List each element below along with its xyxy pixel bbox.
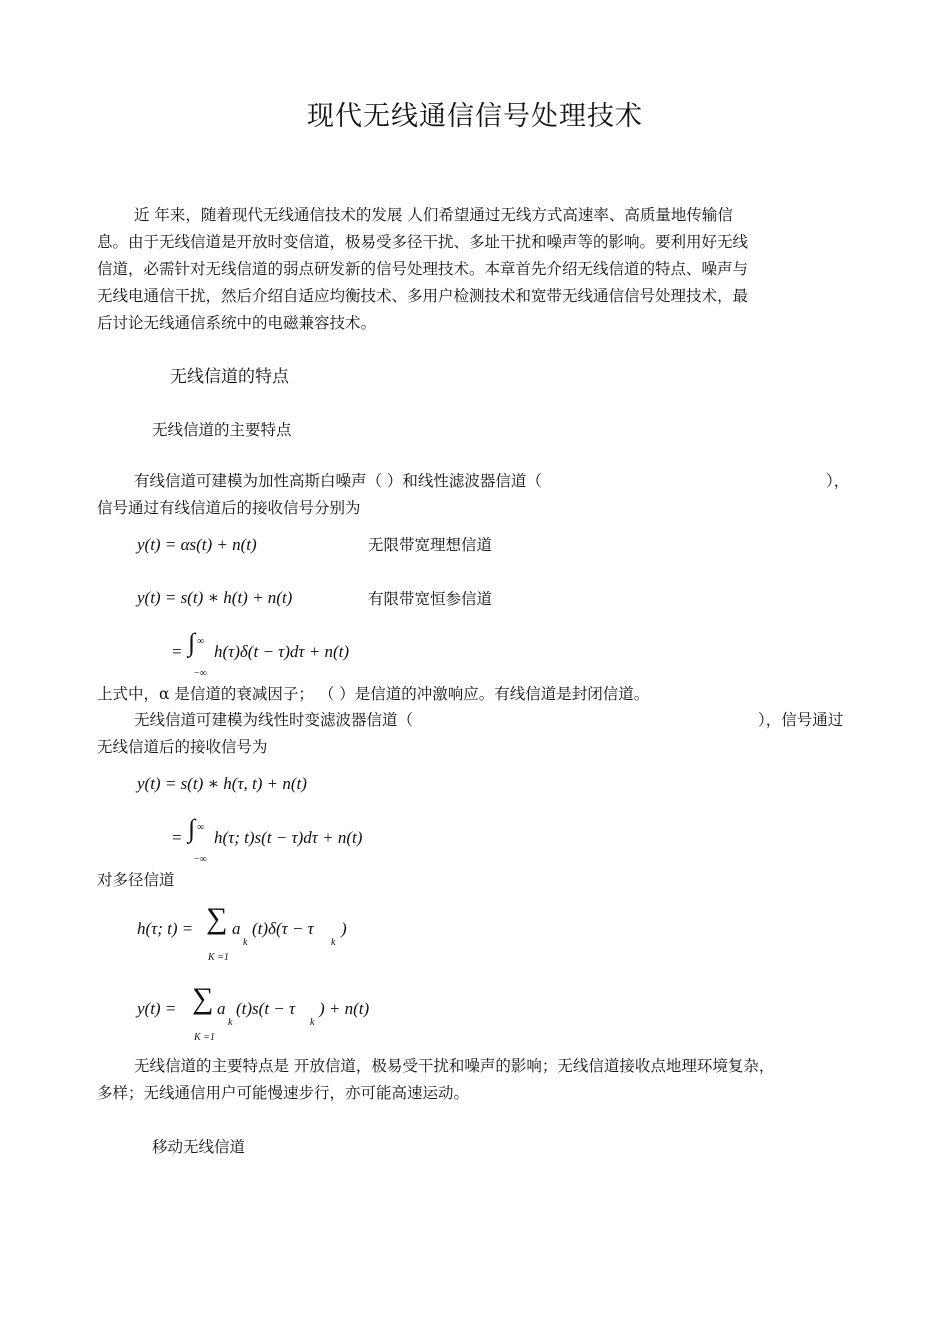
intro-line-1: 近 年来，随着现代无线通信技术的发展 人们希望通过无线方式高速率、高质量地传输信 (134, 206, 733, 224)
equation-2-label: 有限带宽恒参信道 (368, 590, 493, 608)
features-line-1: 无线信道的主要特点是 开放信道，极易受干扰和噪声的影响；无线信道接收点地理环境复杂， (134, 1057, 775, 1075)
subsection-heading: 无线信道的主要特点 (152, 421, 292, 439)
equation-1: y(t) = αs(t) + n(t) (137, 535, 257, 554)
equation-2: y(t) = s(t) ∗ h(t) + n(t) (137, 588, 293, 607)
wired-para-line-1-end: ）， (826, 472, 850, 490)
equation-7-rest: (t)s(t − τ (236, 999, 296, 1018)
equation-3-equals: = (172, 642, 182, 661)
integral-upper-limit-2: ∞ (197, 822, 205, 833)
equation-6-rest: (t)δ(τ − τ (252, 919, 314, 938)
intro-line-2: 息。由于无线信道是开放时变信道，极易受多径干扰、多址干扰和噪声等的影响。要利用好无线 (97, 233, 749, 251)
document-title: 现代无线通信信号处理技术 (307, 101, 643, 132)
equation-6-sub-k-2: k (331, 937, 336, 948)
wired-para-line-2: 信号通过有线信道后的接收信号分别为 (97, 499, 361, 517)
sum-symbol-2: ∑ (192, 982, 214, 1015)
equation-5-integrand: h(τ; t)s(t − τ)dτ + n(t) (214, 828, 363, 847)
sum-symbol: ∑ (206, 902, 228, 935)
multipath-label: 对多径信道 (97, 871, 175, 889)
integral-lower-limit-2: −∞ (194, 854, 207, 865)
wired-para-line-1: 有线信道可建模为加性高斯白噪声（ ）和线性滤波器信道（ (134, 472, 542, 490)
wireless-para-line-2: 无线信道后的接收信号为 (97, 738, 268, 756)
intro-line-4: 无线电通信干扰，然后介绍自适应均衡技术、多用户检测技术和宽带无线通信信号处理技术，最 (97, 287, 749, 305)
intro-line-3: 信道，必需针对无线信道的弱点研发新的信号处理技术。本章首先介绍无线信道的特点、噪声与 (97, 260, 749, 278)
equation-6-lhs: h(τ; t) = (137, 919, 194, 938)
equation-6-coef: a (232, 919, 241, 938)
equation-5-equals: = (172, 828, 182, 847)
mobile-channel-heading: 移动无线信道 (152, 1138, 246, 1156)
equation-6-sub-k: k (243, 937, 248, 948)
equation-7-close: ) + n(t) (319, 999, 370, 1018)
integral-lower-limit: −∞ (194, 668, 207, 679)
equation-4: y(t) = s(t) ∗ h(τ, t) + n(t) (137, 774, 307, 793)
explain-line: 上式中，α 是信道的衰减因子； （ ）是信道的冲激响应。有线信道是封闭信道。 (97, 685, 650, 703)
integral-upper-limit: ∞ (197, 636, 205, 647)
sum-lower-limit-2: K =1 (194, 1032, 215, 1043)
integral-symbol: ∫ (188, 628, 196, 657)
section-heading: 无线信道的特点 (170, 367, 289, 387)
equation-7-lhs: y(t) = (137, 999, 177, 1018)
wireless-para-line-1: 无线信道可建模为线性时变滤波器信道（ (134, 711, 414, 729)
equation-7-sub-k: k (228, 1017, 233, 1028)
integral-symbol-2: ∫ (188, 814, 196, 843)
equation-6-close: ) (341, 919, 347, 938)
features-line-2: 多样；无线通信用户可能慢速步行，亦可能高速运动。 (97, 1084, 470, 1102)
equation-7-coef: a (217, 999, 226, 1018)
equation-7-sub-k-2: k (310, 1017, 315, 1028)
equation-1-label: 无限带宽理想信道 (368, 536, 493, 554)
sum-lower-limit: K =1 (208, 952, 229, 963)
intro-line-5: 后讨论无线通信系统中的电磁兼容技术。 (97, 314, 377, 332)
wireless-para-line-1-end: ），信号通过 (758, 711, 844, 729)
equation-3-integrand: h(τ)δ(t − τ)dτ + n(t) (214, 642, 350, 661)
